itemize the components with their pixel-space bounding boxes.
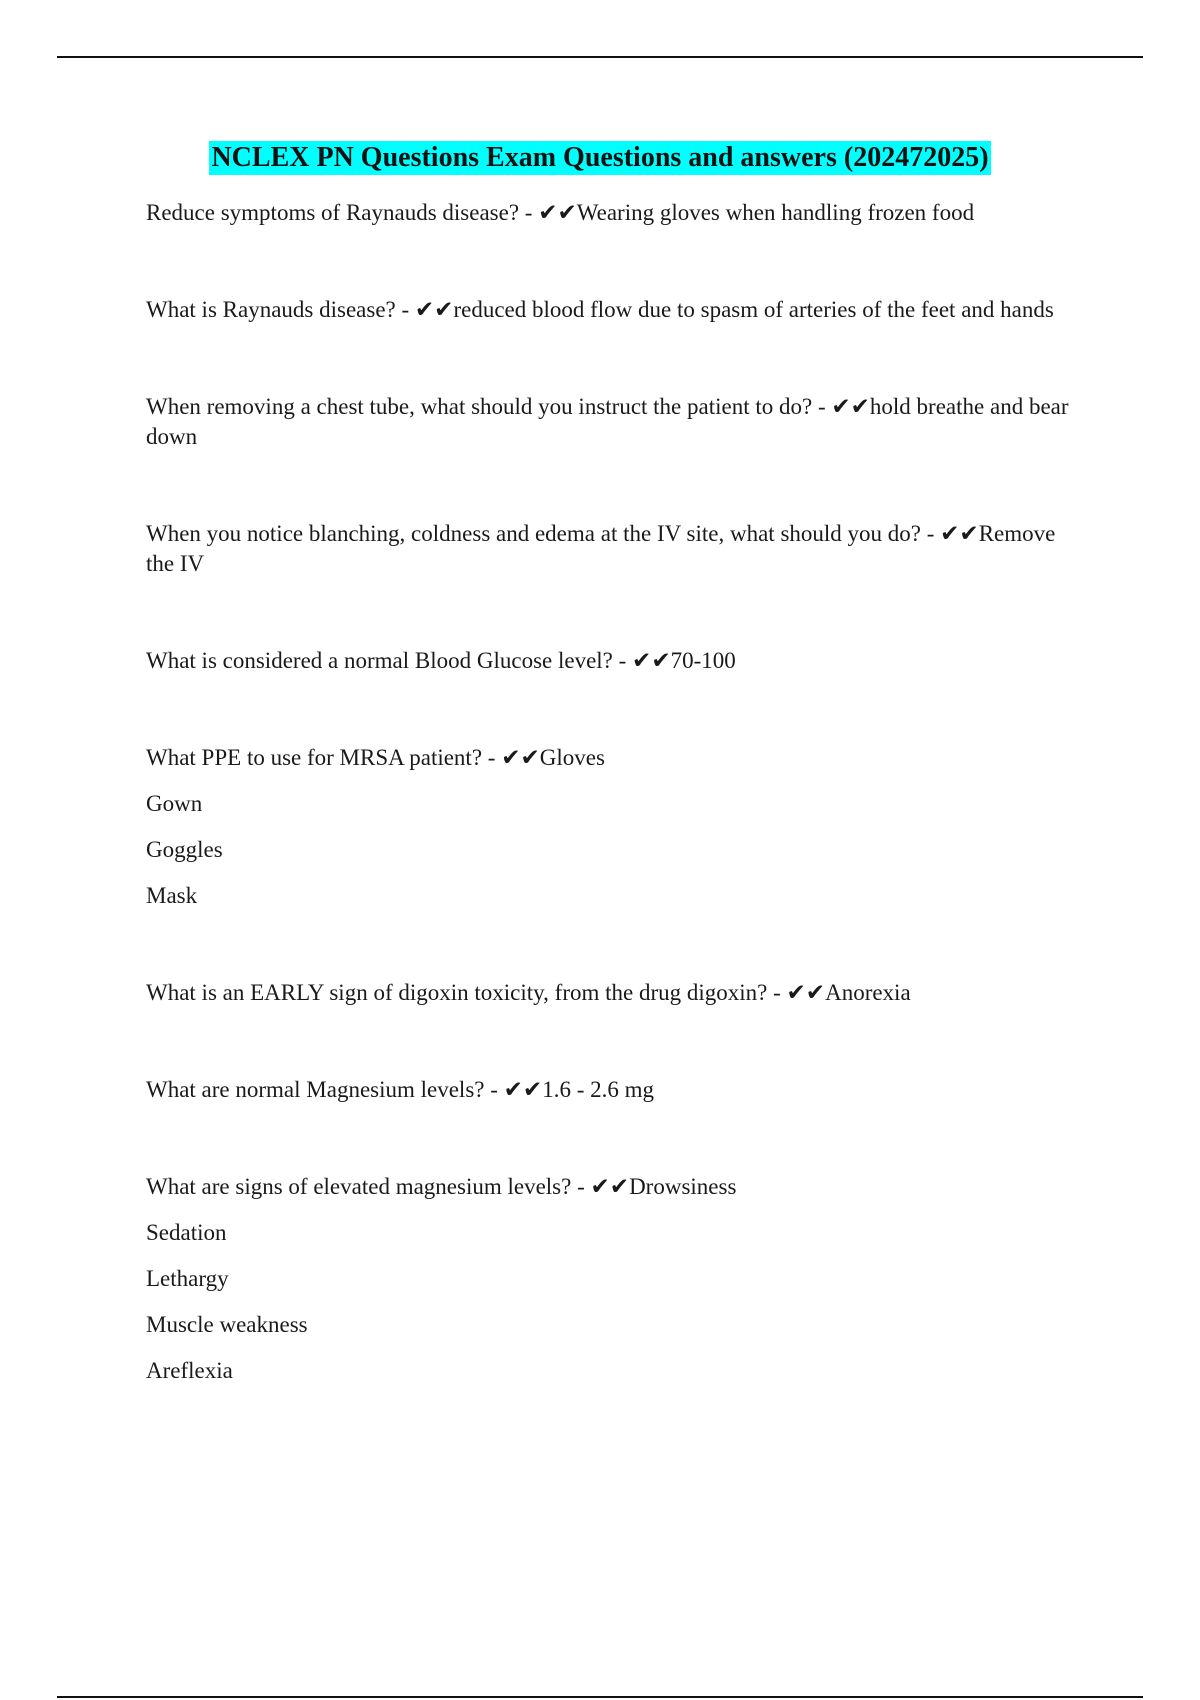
qa-item [146, 743, 1086, 911]
qa-line [146, 519, 1086, 579]
top-rule [57, 56, 1143, 58]
qa-item [146, 978, 1086, 1008]
question-text: What are normal Magnesium levels? - [146, 1077, 504, 1102]
qa-item [146, 646, 1086, 676]
qa-item [146, 198, 1086, 228]
answer-extra-line: Lethargy [146, 1266, 229, 1291]
answer-extra-line: Muscle weakness [146, 1312, 308, 1337]
answer-extra-line: Gown [146, 791, 203, 816]
question-text: What is Raynauds disease? - [146, 297, 415, 322]
qa-line [146, 978, 1086, 1008]
question-text: What are signs of elevated magnesium levels? - [146, 1174, 591, 1199]
qa-line [146, 743, 1086, 773]
check-icon: ✔✔ [501, 745, 540, 770]
question-text: What is considered a normal Blood Glucose level? - [146, 648, 633, 673]
qa-line [146, 295, 1086, 325]
qa-line [146, 392, 1086, 452]
check-icon: ✔✔ [632, 648, 671, 673]
answer-extra-line: Mask [146, 883, 198, 908]
answer-text: Remove the IV [146, 521, 1056, 576]
qa-item [146, 1172, 1086, 1386]
qa-line [146, 1172, 1086, 1202]
answer-text: 1.6 - 2.6 mg [542, 1077, 655, 1102]
qa-list [146, 198, 1086, 1386]
qa-line [146, 198, 1086, 228]
answer-extra-line: Areflexia [146, 1358, 233, 1383]
bottom-rule [57, 1696, 1143, 1698]
check-icon: ✔✔ [414, 297, 454, 322]
document-title: NCLEX PN Questions Exam Questions and answers (202472025) [211, 142, 989, 173]
answer-text: Gloves [539, 745, 605, 770]
answer-text: Anorexia [825, 980, 911, 1005]
answer-text: reduced blood flow due to spasm of arteries of the feet and hands [453, 297, 1054, 322]
check-icon: ✔✔ [786, 980, 826, 1005]
question-text: Reduce symptoms of Raynauds disease? - [146, 200, 539, 225]
qa-item [146, 295, 1086, 325]
answer-text: 70-100 [670, 648, 736, 673]
question-text: What is an EARLY sign of digoxin toxicity, from the drug digoxin? - [146, 980, 787, 1005]
question-text: When you notice blanching, coldness and edema at the IV site, what should you do? - [146, 521, 941, 546]
qa-item [146, 1075, 1086, 1105]
question-text: What PPE to use for MRSA patient? - [146, 745, 502, 770]
answer-extra-line: Goggles [146, 837, 223, 862]
qa-line [146, 1075, 1086, 1105]
answer-text: hold breathe and bear down [146, 394, 1069, 449]
qa-item [146, 519, 1086, 579]
qa-line [146, 646, 1086, 676]
check-icon: ✔✔ [940, 521, 979, 546]
question-text: When removing a chest tube, what should you instruct the patient to do? - [146, 394, 832, 419]
check-icon: ✔✔ [590, 1174, 630, 1199]
answer-text: Wearing gloves when handling frozen food [576, 200, 975, 225]
check-icon: ✔✔ [503, 1077, 543, 1102]
check-icon: ✔✔ [831, 394, 870, 419]
answer-extra-line: Sedation [146, 1220, 227, 1245]
qa-item [146, 392, 1086, 452]
answer-text: Drowsiness [629, 1174, 737, 1199]
check-icon: ✔✔ [538, 200, 577, 225]
title-container [0, 141, 1200, 175]
